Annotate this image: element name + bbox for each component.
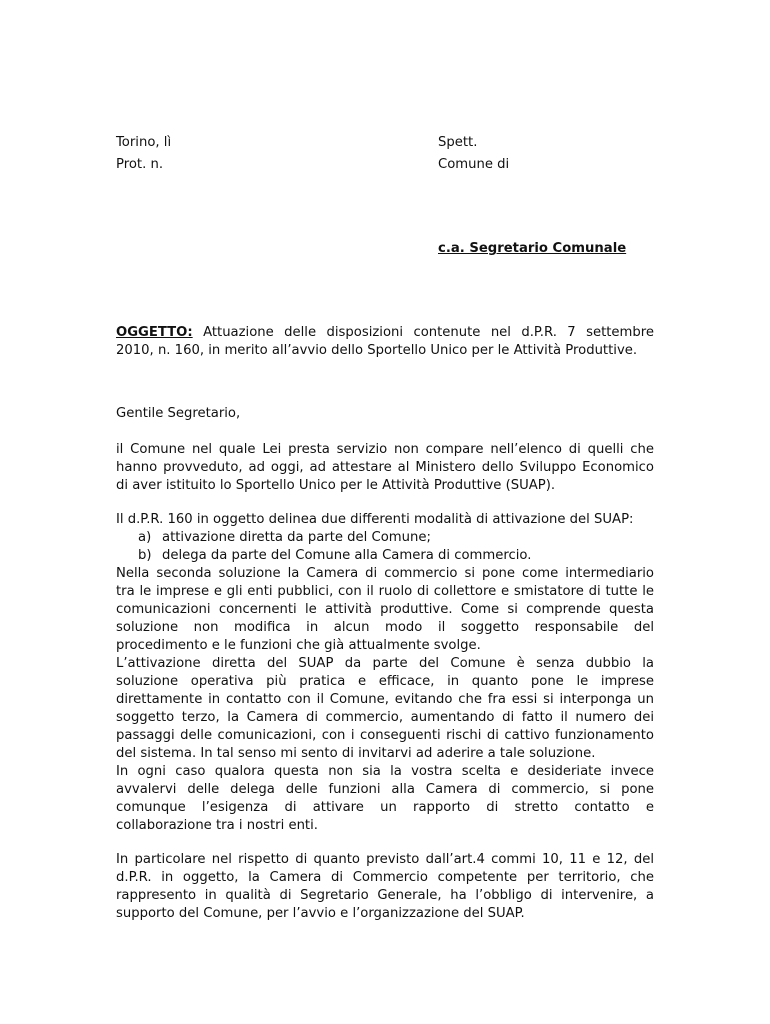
para6-line: supporto del Comune, per l’avvio e l’organizzazione del SUAP. bbox=[116, 906, 525, 921]
para4-line: passaggi delle comunicazioni, con i conseguenti rischi di cattivo funzionamento bbox=[116, 728, 654, 743]
attention-line: c.a. Segretario Comunale bbox=[438, 241, 627, 256]
para1-line: il Comune nel quale Lei presta servizio non compare nell’elenco di quelli che bbox=[116, 442, 654, 457]
subject-line-1 bbox=[116, 324, 654, 342]
option-marker: a) bbox=[138, 530, 152, 545]
para3-line: Nella seconda soluzione la Camera di commercio si pone come intermediario bbox=[116, 566, 654, 581]
para6-line: In particolare nel rispetto di quanto previsto dall’art.4 commi 10, 11 e 12, del bbox=[116, 852, 654, 867]
para4-line: soggetto terzo, la Camera di commercio, aumentando di fatto il numero dei bbox=[116, 710, 654, 725]
protocol-number: Prot. n. bbox=[116, 157, 164, 172]
para4-line: direttamente in contatto con il Comune, evitando che fra essi si interponga un bbox=[116, 692, 654, 707]
recipient-name: Comune di bbox=[438, 157, 510, 172]
para4-line: soluzione operativa più pratica e efficace, in quanto pone le imprese bbox=[116, 674, 654, 689]
option-marker: b) bbox=[138, 548, 152, 563]
subject-label: OGGETTO: bbox=[116, 325, 193, 340]
greeting: Gentile Segretario, bbox=[116, 406, 241, 421]
para3-line: soluzione non modifica in alcun modo il soggetto responsabile del bbox=[116, 620, 654, 635]
subject-text-1: Attuazione delle disposizioni contenute nel d.P.R. 7 settembre bbox=[203, 325, 654, 340]
para3-line: tra le imprese e gli enti pubblici, con il ruolo di collettore e smistatore di tutte le bbox=[116, 584, 654, 599]
para1-line: hanno provveduto, ad oggi, ad attestare al Ministero dello Sviluppo Economico bbox=[116, 460, 654, 475]
recipient-salutation: Spett. bbox=[438, 135, 478, 150]
subject-line-2: 2010, n. 160, in merito all’avvio dello Sportello Unico per le Attività Produttive. bbox=[116, 343, 638, 358]
para5-line: collaborazione tra i nostri enti. bbox=[116, 818, 318, 833]
para6-line: rappresento in qualità di Segretario Generale, ha l’obbligo di intervenire, a bbox=[116, 888, 654, 903]
para5-line: In ogni caso qualora questa non sia la vostra scelta e desideriate invece bbox=[116, 764, 654, 779]
para5-line: comunque l’esigenza di attivare un rapporto di stretto contatto e bbox=[116, 800, 654, 815]
para1-line: di aver istituito lo Sportello Unico per le Attività Produttive (SUAP). bbox=[116, 478, 556, 493]
para6-line: d.P.R. in oggetto, la Camera di Commercio competente per territorio, che bbox=[116, 870, 654, 885]
para4-line: L’attivazione diretta del SUAP da parte del Comune è senza dubbio la bbox=[116, 656, 654, 671]
para3-line: comunicazioni concernenti le attività produttive. Come si comprende questa bbox=[116, 602, 654, 617]
option-text: delega da parte del Comune alla Camera di commercio. bbox=[162, 548, 532, 563]
option-text: attivazione diretta da parte del Comune; bbox=[162, 530, 431, 545]
para3-line: procedimento e le funzioni che già attualmente svolge. bbox=[116, 638, 481, 653]
para5-line: avvalervi delle delega delle funzioni alla Camera di commercio, si pone bbox=[116, 782, 654, 797]
para2-intro: Il d.P.R. 160 in oggetto delinea due differenti modalità di attivazione del SUAP: bbox=[116, 512, 634, 527]
place-date: Torino, lì bbox=[116, 135, 172, 150]
para4-line: del sistema. In tal senso mi sento di invitarvi ad aderire a tale soluzione. bbox=[116, 746, 596, 761]
